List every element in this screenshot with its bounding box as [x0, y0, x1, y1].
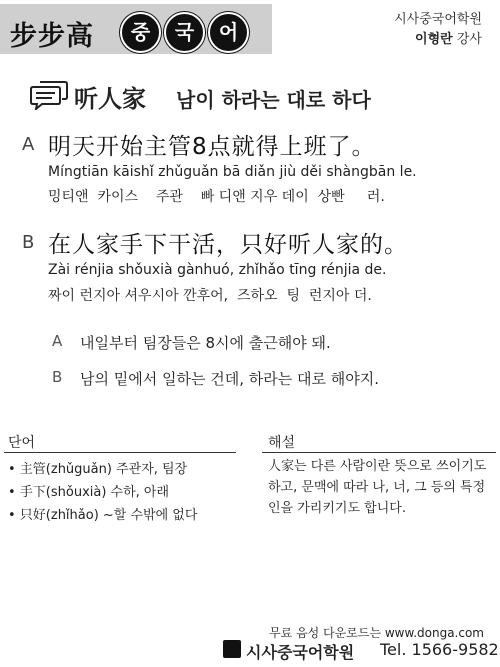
- institute-logo-icon: [223, 640, 241, 658]
- vocab-item-1: • 主管(zhǔguǎn) 주관자, 팀장: [8, 462, 188, 477]
- explanation-heading: 해설: [268, 435, 296, 451]
- translation-b-letter: B: [52, 368, 63, 386]
- teacher-name: 이형란: [415, 32, 453, 47]
- brand-banner: [0, 4, 272, 54]
- sentence-b-pinyin: Zài rénjia shǒuxià gànhuó, zhǐhǎo tīng rénjia de.: [48, 262, 387, 278]
- translation-a-letter: A: [52, 332, 63, 350]
- sentence-a-chinese: 明天开始主管8点就得上班了。: [48, 134, 376, 160]
- footer-institute-name: 시사중국어학원: [246, 643, 355, 662]
- translation-b-text: 남의 밑에서 일하는 건데, 하라는 대로 해야지.: [80, 370, 379, 388]
- header: [0, 0, 500, 62]
- vocab-divider: [4, 452, 236, 453]
- vocab-item-2: • 手下(shǒuxià) 수하, 아래: [8, 485, 170, 500]
- explanation-divider: [262, 452, 496, 453]
- teacher-title: 강사: [456, 32, 482, 47]
- sentence-b-chinese: 在人家手下干活，只好听人家的。: [48, 232, 408, 258]
- footer-phone: Tel. 1566-9582: [380, 640, 499, 659]
- download-notice: 무료 음성 다운로드는 www.donga.com: [269, 626, 484, 640]
- brand-circle-1: 중: [120, 12, 161, 53]
- title-korean: 남이 하라는 대로 하다: [176, 88, 371, 112]
- explanation-text: 人家는 다른 사람이란 뜻으로 쓰이기도 하고, 문맥에 따라 나, 너, 그 등의 특정인을 가리키기도 합니다.: [268, 459, 487, 516]
- sentence-b-korean-reading: 짜이 런지아 셔우시아 깐후어, 즈하오 팅 런지아 더.: [48, 288, 372, 304]
- institute-name: 시사중국어학원: [394, 12, 482, 27]
- sentence-a-letter: A: [22, 134, 35, 155]
- vocab-heading: 단어: [8, 435, 36, 451]
- teacher-credit: [415, 28, 482, 47]
- translation-a-text: 내일부터 팀장들은 8시에 출근해야 돼.: [80, 334, 331, 352]
- brand-title-cn: 步步高: [10, 21, 94, 52]
- vocab-item-3: • 只好(zhǐhǎo) ~할 수밖에 없다: [8, 508, 198, 523]
- title-chinese: 听人家: [74, 85, 146, 113]
- sentence-a-korean-reading: 밍티앤 카이스 주관 빠 디앤 지우 데이 상빤 러.: [48, 189, 385, 205]
- brand-circle-2: 국: [164, 12, 205, 53]
- sentence-a-pinyin: Míngtiān kāishǐ zhǔguǎn bā diǎn jiù děi shàngbān le.: [48, 164, 417, 180]
- speech-bubble-icon: [30, 80, 68, 110]
- brand-circle-3: 어: [208, 12, 249, 53]
- sentence-b-letter: B: [22, 232, 35, 253]
